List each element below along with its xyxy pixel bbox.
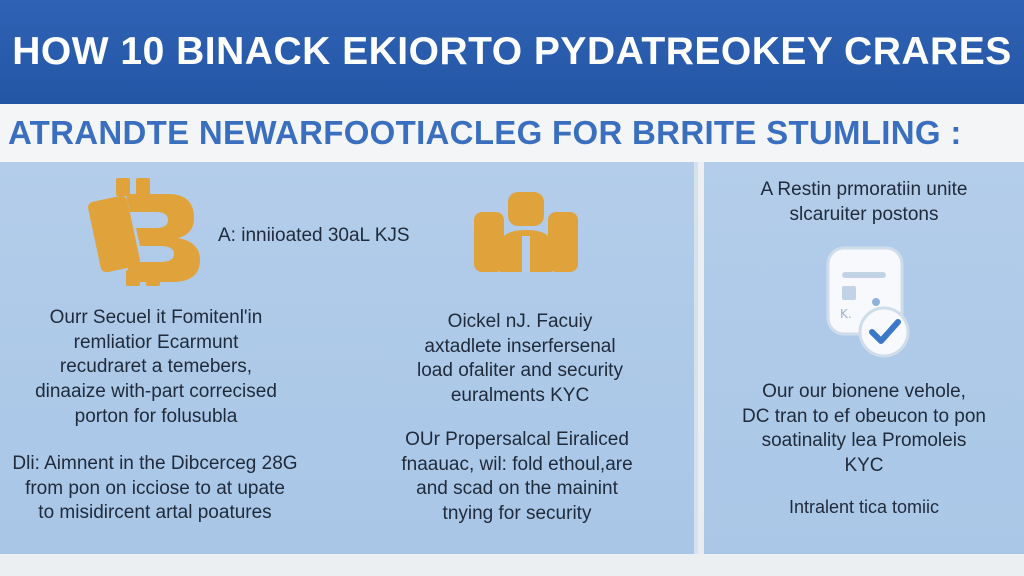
bitcoin-icon xyxy=(86,176,208,288)
page-title: HOW 10 BINACK EKIORTO PYDATREOKEY CRARES xyxy=(12,30,1012,73)
left-caption: A: inniioated 30aL KJS xyxy=(218,225,410,246)
id-card-check-icon xyxy=(818,240,918,362)
right-heading: A Restin prmoratiin unite slcaruiter postons xyxy=(760,179,968,225)
page-subtitle: ATRANDTE NEWARFOOTIACLEG FOR BRRITE STUMLING : xyxy=(8,114,962,151)
right-text-block-2: Intralent tica tomiic xyxy=(788,497,940,517)
right-text-block-1: Our our bionene vehole, DC tran to ef obeucon to pon soatinality lea Promoleis KYC xyxy=(742,381,986,477)
middle-text-block-1: Oickel nJ. Facuiy axtadlete inserfersenal load ofaliter and security euralments KYC xyxy=(417,311,623,407)
svg-text:K.: K. xyxy=(840,307,852,321)
left-text-block-2: Dli: Aimnent in the Dibcerceg 28G from pon on icciose to at upate to misidircent artal poatures xyxy=(12,453,298,524)
middle-text-block-2: OUr Propersalcal Eiraliced fnaauac, wil: fold ethoul,are and scad on the mainint tnying for security xyxy=(401,429,633,525)
subtitle-bar xyxy=(0,104,1024,162)
left-text-block-1: Ourr Secuel it Fomitenl'in remliatior Ecarmunt recudraret a temebers, dinaaize with-part correcised porton for folusubla xyxy=(35,307,277,427)
bottom-strip xyxy=(0,554,1024,576)
header-banner xyxy=(0,0,1024,104)
person-icon xyxy=(470,190,582,274)
